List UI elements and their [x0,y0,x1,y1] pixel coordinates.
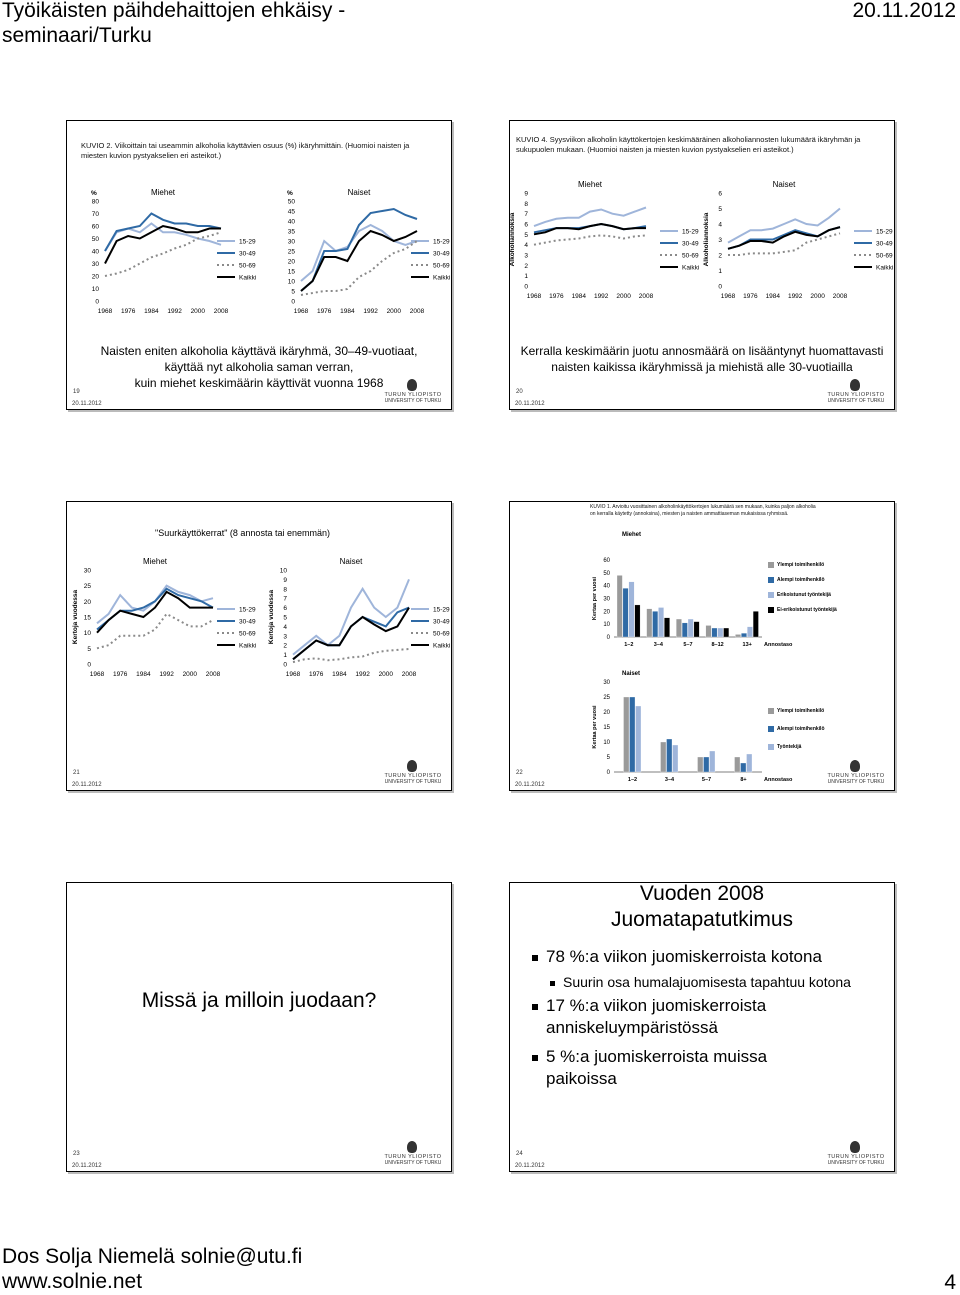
x-tick-label: 1976 [308,671,324,678]
chart-panel-naiset [287,188,450,315]
y-tick-label: 2 [718,252,722,260]
slide-number: 20 [516,389,523,395]
x-tick-label: 5–7 [683,642,693,648]
legend-label: Kaikki [239,274,257,282]
page-number: 4 [944,1271,956,1294]
y-tick-label: 35 [287,228,295,236]
university-logo: TURUN YLIOPISTO UNIVERSITY OF TURKU [381,760,445,786]
legend-swatch [768,607,774,613]
legend-label: 50-69 [433,630,450,638]
x-tick-label: 1976 [120,308,136,315]
y-tick-label: 20 [287,258,295,266]
series-line-15-29 [293,579,409,654]
y-tick-label: 15 [287,268,295,276]
caption-line2: käyttää nyt alkoholia saman verran, [164,360,354,374]
university-logo: TURUN YLIOPISTO UNIVERSITY OF TURKU [824,1141,888,1167]
series-line-50-69 [534,235,646,244]
y-tick-label: 4 [718,221,722,229]
emblem-icon [850,760,860,772]
y-tick-label: 10 [603,622,610,629]
x-tick-label: 1976 [743,293,758,300]
x-tick-label: 1968 [720,293,736,300]
y-tick-label: 20 [83,598,91,606]
x-tick-label: 1968 [526,293,542,300]
emblem-icon [407,1141,417,1153]
y-tick-label: 3 [524,252,528,260]
slide-number: 21 [73,770,80,776]
bar-Ylempi toimihenkilö [735,757,741,772]
y-axis-label: Kertaa per vuosi [592,576,598,621]
footer-author: Dos Solja Niemelä solnie@utu.fi [2,1245,303,1268]
university-logo: TURUN YLIOPISTO UNIVERSITY OF TURKU [381,379,445,405]
x-axis-label: Annostaso [764,777,793,783]
x-tick-label: 3–4 [653,642,663,648]
legend-swatch [768,708,774,714]
bar-Ylempi toimihenkilö [661,742,667,772]
x-tick-label: 2000 [182,671,198,678]
y-tick-label: 20 [91,273,99,281]
x-tick-label: 1–2 [627,777,638,783]
bar-Alempi toimihenkilö [653,611,658,637]
y-axis-label: Kertoja vuodessa [72,589,79,645]
bar-Alempi toimihenkilö [712,628,717,637]
caption-line2: naisten kaikissa ikäryhmissä ja miehistä alle 30-vuotiailla [551,360,853,374]
bar-Alempi toimihenkilö [682,623,687,637]
series-line-15-29 [97,586,213,624]
bar-Ei-erikoistunut työntekijä [635,605,640,637]
chart-title: Naiset [347,188,371,197]
x-tick-label: 5–7 [701,777,712,783]
y-tick-label: 5 [283,614,287,622]
bullet-icon [550,981,555,986]
header-title [2,0,345,48]
y-axis-label: Kertaa per vuosi [592,705,598,749]
y-tick-label: 6 [718,190,722,198]
footer-website: www.solnie.net [2,1270,143,1293]
y-tick-label: 80 [91,198,99,206]
y-tick-label: 25 [83,583,91,591]
y-tick-label: 5 [606,755,610,761]
x-tick-label: 1984 [571,293,587,300]
y-tick-label: 6 [283,605,287,613]
y-tick-label: 6 [524,221,528,229]
bullet-2: 17 %:a viikon juomiskerroista anniskeluympäristössä [532,995,884,1039]
emblem-icon [850,1141,860,1153]
y-tick-label: 25 [287,248,295,256]
y-tick-label: 15 [603,725,610,731]
title-line1: Vuoden 2008 [639,882,765,905]
chart-panel-miehet [72,557,256,678]
y-tick-label: 0 [291,298,295,306]
x-tick-label: 8–12 [711,642,724,648]
kuvio-caption: KUVIO 1. Arvioitu vuosittainen alkoholinkäyttökertojen lukumäärä sen mukaan, kuinka paljon alkoholia on kerralla käytetty (annoksina), miesten ja naisten ammattiaseman mukaisissa ryhmissä. [590,504,816,517]
y-tick-label: 25 [603,695,610,701]
x-tick-label: 1984 [136,671,151,678]
bar-Alempi toimihenkilö [741,763,747,772]
y-tick-label: 70 [91,211,99,218]
series-line-Kaikki [534,224,646,234]
bar-Erikoistunut työntekijä [658,607,663,637]
kuvio-caption: KUVIO 2. Viikoittain tai useammin alkoholia käyttävien osuus (%) ikäryhmittäin. (Huomioi naisten ja miesten kuvion pystyakselien eri asteikot.) [81,141,410,160]
x-tick-label: 2008 [638,293,654,300]
bar-Ylempi toimihenkilö [617,575,622,637]
chart-20 [510,169,894,299]
y-axis-label: Kertoja vuodessa [268,589,275,645]
slide-20 [509,120,895,410]
y-tick-label: 5 [718,206,722,213]
y-tick-label: 9 [524,190,528,198]
y-tick-label: 0 [283,661,287,669]
slide-date: 20.11.2012 [72,782,102,788]
series-line-30-49 [293,608,409,660]
x-tick-label: 1992 [159,671,174,678]
legend-label: Kaikki [682,264,700,272]
legend-label: Työntekijä [777,744,802,750]
y-tick-label: 30 [603,596,610,603]
y-tick-label: 5 [524,231,528,239]
header-title-line1: Työikäisten päihdehaittojen ehkäisy - [2,0,346,22]
bar-Ylempi toimihenkilö [624,697,630,772]
bar-Alempi toimihenkilö [623,588,628,637]
legend-label: Ylempi toimihenkilö [777,708,825,714]
y-tick-label: 20 [603,710,610,716]
y-tick-label: 8 [524,200,528,208]
y-tick-label: 0 [95,298,99,306]
x-tick-label: 1976 [549,293,564,300]
y-tick-label: 5 [291,288,295,296]
x-tick-label: 2008 [401,671,417,678]
bar-Ylempi toimihenkilö [706,625,711,637]
bar-Ylempi toimihenkilö [676,619,681,637]
slide-21-title: "Suurkäyttökerrat" (8 annosta tai enemmän) [155,528,330,538]
legend-label: 50-69 [876,252,893,260]
bar-Ylempi toimihenkilö [735,634,740,637]
y-tick-label: 40 [603,583,610,590]
bar-Työntekijä [673,745,679,772]
y-tick-label: 1 [524,273,528,281]
slide-22 [509,501,895,791]
x-tick-label: 2008 [409,308,425,315]
bar-Työntekijä [747,754,753,772]
y-tick-label: 0 [718,283,722,291]
legend-label: Kaikki [433,274,451,282]
chart-panel-miehet [91,188,256,315]
series-line-15-29 [301,225,417,281]
legend-label: 15-29 [433,606,450,614]
legend-label: 15-29 [433,238,450,246]
y-tick-label: 50 [287,198,295,206]
y-tick-label: 5 [87,645,91,653]
slide-19 [66,120,452,410]
chart-title: Miehet [622,532,642,538]
legend-label: Erikoistunut työntekijä [777,592,831,598]
bar-Erikoistunut työntekijä [718,628,723,637]
university-logo: TURUN YLIOPISTO UNIVERSITY OF TURKU [381,1141,445,1167]
series-line-30-49 [301,209,417,291]
x-tick-label: 1992 [355,671,370,678]
bar-Erikoistunut työntekijä [747,627,752,637]
legend-swatch [768,744,774,750]
y-tick-label: 7 [524,211,528,219]
legend-label: Ei-erikoistunut työntekijä [777,607,837,613]
slide-24-title [510,881,894,933]
chart-title: Naiset [772,180,796,189]
y-tick-label: 2 [283,642,287,650]
bar-Ylempi toimihenkilö [647,609,652,637]
caption-line1: Naisten eniten alkoholia käyttävä ikäryhmä, 30–49-vuotiaat, [100,344,418,358]
chart-panel-naiset [703,180,893,300]
bullet-3: 5 %:a juomiskerroista muissa paikoissa [532,1046,884,1090]
bar-Ei-erikoistunut työntekijä [694,622,699,637]
y-tick-label: 3 [718,237,722,244]
y-tick-label: 8 [283,586,287,594]
y-tick-label: 60 [603,558,610,564]
legend-label: 15-29 [682,228,699,236]
legend-label: 30-49 [239,618,256,626]
y-tick-label: 0 [524,283,528,291]
bar-Alempi toimihenkilö [741,633,746,637]
y-tick-label: 9 [283,576,287,584]
chart-panel-miehet [509,180,699,300]
series-line-Kaikki [293,608,409,660]
x-tick-label: 1992 [593,293,609,300]
university-logo: TURUN YLIOPISTO UNIVERSITY OF TURKU [824,760,888,786]
legend-label: 30-49 [433,250,450,258]
series-line-Kaikki [301,231,417,291]
legend-label: Alempi toimihenkilö [777,577,825,583]
bar-Alempi toimihenkilö [667,739,673,772]
x-tick-label: 1984 [340,308,355,315]
y-tick-label: 0 [606,635,610,641]
bullet-icon [532,955,538,961]
header-title-line2: seminaari/Turku [2,24,152,47]
y-tick-label: 10 [91,286,99,293]
y-tick-label: 40 [91,248,99,256]
emblem-icon [407,379,417,391]
y-tick-label: 1 [718,268,722,275]
legend-label: Kaikki [876,264,894,272]
x-tick-label: 2000 [616,293,631,300]
bullet-icon [532,1004,538,1010]
x-tick-label: 2000 [386,308,402,315]
chart-22 [510,528,894,788]
y-tick-label: 50 [603,570,610,577]
bar-Alempi toimihenkilö [630,697,636,772]
slide-number: 24 [516,1151,523,1157]
legend-label: 30-49 [433,618,450,626]
legend-label: 50-69 [239,262,256,270]
chart-title: Naiset [339,557,363,566]
y-tick-label: 45 [287,208,295,216]
y-tick-label: 30 [83,567,91,575]
x-tick-label: 1–2 [624,642,634,648]
legend-label: 50-69 [682,252,699,260]
bar-Työntekijä [636,706,642,772]
sub-bullet-1: Suurin osa humalajuomisesta tapahtuu kotona [550,973,851,991]
legend-swatch [768,592,774,598]
x-tick-label: 1968 [285,671,301,678]
chart-21 [67,550,451,680]
series-line-30-49 [728,227,840,249]
slide-date: 20.11.2012 [515,401,545,407]
emblem-icon [407,760,417,772]
x-tick-label: 1968 [89,671,105,678]
x-tick-label: 1984 [332,671,347,678]
title-line2: Juomatapatutkimus [610,908,794,931]
bar-Ei-erikoistunut työntekijä [724,628,729,637]
university-logo: TURUN YLIOPISTO UNIVERSITY OF TURKU [824,379,888,405]
slide-date: 20.11.2012 [515,782,545,788]
y-tick-label: 40 [287,218,295,226]
y-axis-label: Alkoholiannoksia [703,212,710,267]
legend-label: 50-69 [433,262,450,270]
y-tick-label: 50 [91,236,99,243]
slide-number: 19 [73,389,80,395]
caption-line1: Kerralla keskimäärin juotu annosmäärä on lisääntynyt huomattavasti [520,344,884,358]
y-axis-label: Alkoholiannoksia [509,212,516,267]
slide-number: 23 [73,1151,80,1157]
legend-label: Alempi toimihenkilö [777,726,825,732]
slide-number: 22 [516,770,523,776]
x-tick-label: 2000 [190,308,206,315]
x-tick-label: 2008 [205,671,221,678]
slide-date: 20.11.2012 [72,401,102,407]
y-tick-label: 15 [83,614,91,622]
series-line-Kaikki [728,227,840,249]
slide-23-title: Missä ja milloin juodaan? [141,989,377,1012]
kuvio-caption: KUVIO 4. Syysviikon alkoholin käyttökertojen keskimääräinen alkoholiannosten lukumäärä ikäryhmän ja sukupuolen mukaan. (Huomioi naisten ja miesten kuvion pystyakselien eri asteikot.) [516,135,861,154]
bar-Ylempi toimihenkilö [698,757,704,772]
y-tick-label: 0 [606,770,610,776]
series-line-15-29 [534,208,646,227]
legend-swatch [768,726,774,732]
y-tick-label: 20 [603,609,610,616]
bar-Työntekijä [710,751,716,772]
x-tick-label: 2008 [213,308,229,315]
y-tick-label: 60 [91,223,99,231]
x-tick-label: 1968 [97,308,113,315]
legend-label: 30-49 [239,250,256,258]
y-tick-label: 3 [283,633,287,641]
chart-title: Miehet [150,188,176,197]
legend-label: Ylempi toimihenkilö [777,562,825,568]
x-tick-label: 3–4 [664,777,675,783]
y-tick-label: 4 [524,242,528,250]
x-tick-label: 2000 [810,293,825,300]
x-tick-label: 13+ [742,642,752,648]
y-tick-label: 1 [283,652,287,660]
y-axis-unit: % [91,190,97,197]
bar-Ei-erikoistunut työntekijä [664,618,669,637]
x-tick-label: 1984 [144,308,159,315]
chart-title: Miehet [577,180,603,189]
y-tick-label: 10 [287,278,295,286]
x-tick-label: 1968 [293,308,309,315]
legend-label: 30-49 [682,240,699,248]
x-axis-label: Annostaso [764,642,793,648]
bullet-1: 78 %:a viikon juomiskerroista kotona [532,946,884,968]
legend-label: 15-29 [876,228,893,236]
y-tick-label: 30 [603,680,610,686]
legend-swatch [768,577,774,583]
slide-24 [509,882,895,1172]
slide-20-caption [506,343,898,375]
series-line-50-69 [293,649,409,662]
legend-label: 50-69 [239,630,256,638]
chart-title: Miehet [142,557,168,566]
y-axis-unit: % [287,190,293,197]
y-tick-label: 10 [83,630,91,638]
x-tick-label: 1976 [316,308,332,315]
y-tick-label: 4 [283,623,287,631]
slide-23 [66,882,452,1172]
x-tick-label: 8+ [740,777,747,783]
slide-21 [66,501,452,791]
bar-Erikoistunut työntekijä [629,582,634,637]
x-tick-label: 1984 [765,293,781,300]
legend-label: Kaikki [239,642,257,650]
y-tick-label: 10 [603,740,610,746]
header-date: 20.11.2012 [852,0,956,22]
y-tick-label: 10 [279,567,287,575]
x-tick-label: 1992 [787,293,803,300]
slide-date: 20.11.2012 [72,1163,102,1169]
bar-Ei-erikoistunut työntekijä [753,611,758,637]
caption-line3: kuin miehet keskimäärin käyttivät vuonna 1968 [134,376,384,390]
y-tick-label: 7 [283,595,287,603]
chart-title: Naiset [622,671,641,677]
emblem-icon [850,379,860,391]
chart-panel-miehet [592,532,837,648]
y-tick-label: 30 [287,238,295,246]
x-tick-label: 1992 [363,308,378,315]
y-tick-label: 30 [91,261,99,268]
slide-date: 20.11.2012 [515,1163,545,1169]
x-tick-label: 2000 [378,671,394,678]
series-line-30-49 [97,589,213,630]
y-tick-label: 2 [524,262,528,270]
x-tick-label: 2008 [832,293,848,300]
bar-Alempi toimihenkilö [704,757,710,772]
series-line-50-69 [97,614,213,648]
chart-panel-naiset [592,671,825,783]
x-tick-label: 1976 [112,671,128,678]
legend-label: Kaikki [433,642,451,650]
legend-label: 15-29 [239,606,256,614]
legend-label: 30-49 [876,240,893,248]
y-tick-label: 0 [87,661,91,669]
legend-swatch [768,562,774,568]
legend-label: 15-29 [239,238,256,246]
bar-Erikoistunut työntekijä [688,619,693,637]
chart-panel-naiset [268,557,450,678]
bullet-icon [532,1055,538,1061]
x-tick-label: 1992 [167,308,182,315]
